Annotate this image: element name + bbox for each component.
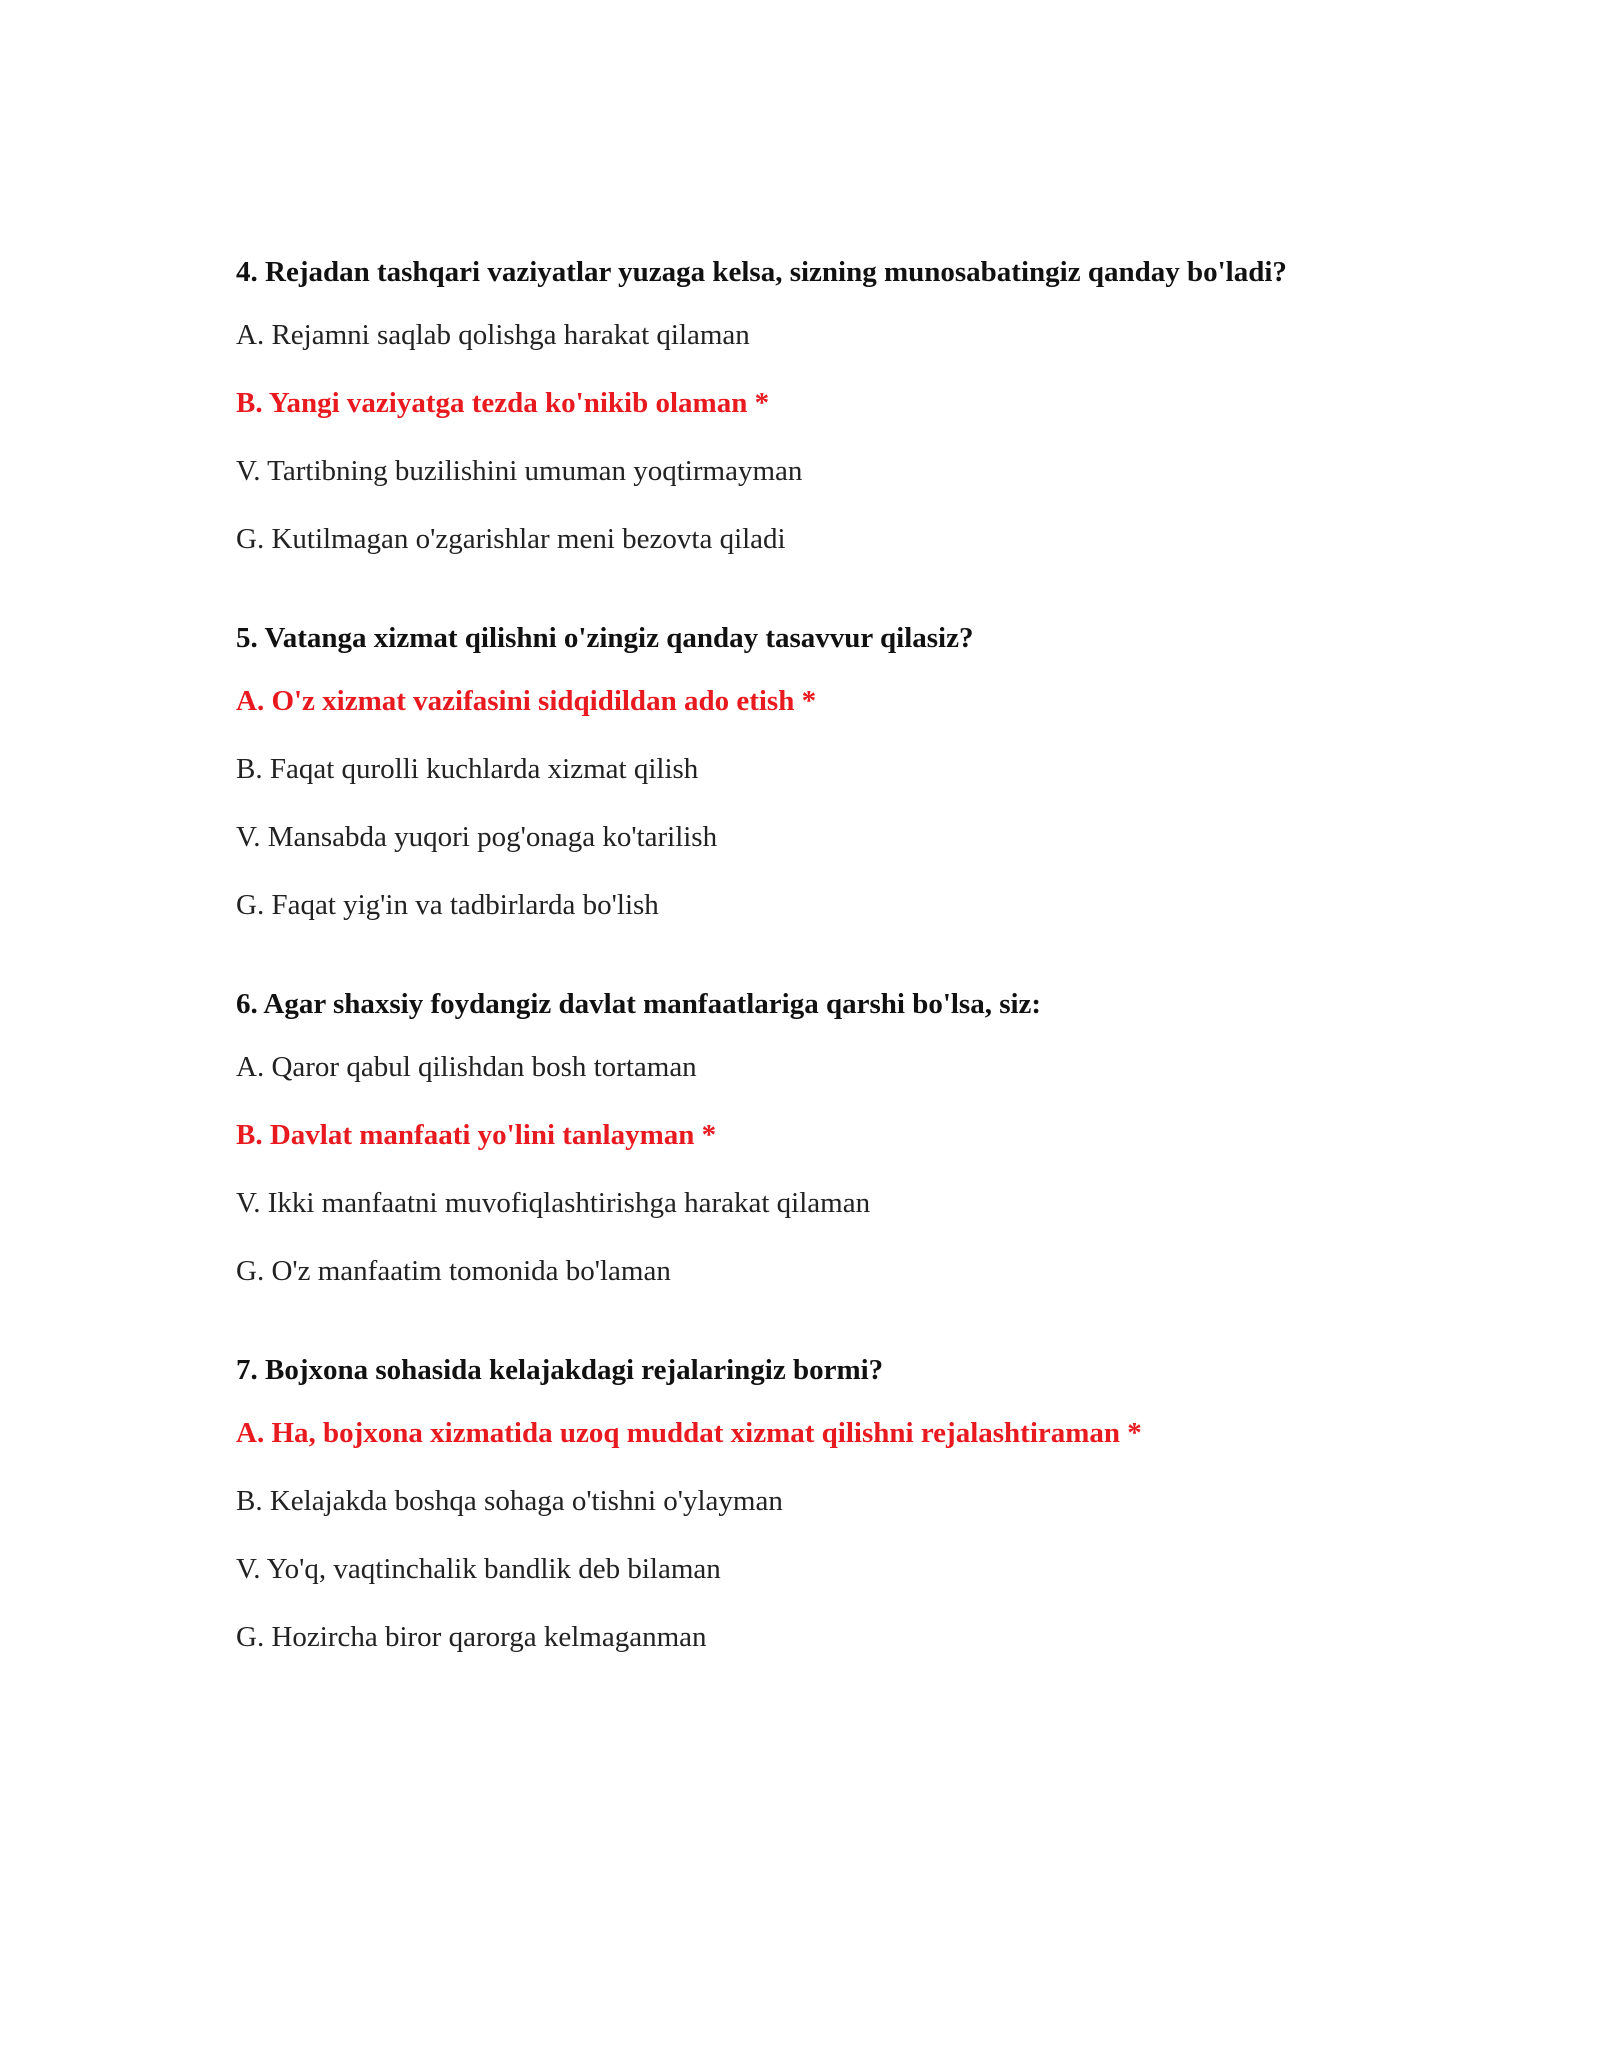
question-block-4 — [236, 252, 1366, 560]
option-v: V. Ikki manfaatni muvofiqlashtirishga harakat qilaman — [236, 1187, 871, 1219]
option-a-correct: A. Ha, bojxona xizmatida uzoq muddat xizmat qilishni rejalashtiraman * — [236, 1417, 1142, 1449]
question-block-7 — [236, 1350, 1366, 1658]
option-g: G. Kutilmagan o'zgarishlar meni bezovta qiladi — [236, 523, 786, 555]
option-a: A. Qaror qabul qilishdan bosh tortaman — [236, 1051, 697, 1083]
option-g: G. O'z manfaatim tomonida bo'laman — [236, 1255, 671, 1287]
option-g: G. Hozircha biror qarorga kelmaganman — [236, 1621, 707, 1653]
option-g: G. Faqat yig'in va tadbirlarda bo'lish — [236, 889, 659, 921]
question-block-5 — [236, 618, 1366, 926]
option-v: V. Mansabda yuqori pog'onaga ko'tarilish — [236, 821, 718, 853]
question-text: 7. Bojxona sohasida kelajakdagi rejalaringiz bormi? — [236, 1354, 884, 1386]
question-block-6 — [236, 984, 1366, 1292]
option-a: A. Rejamni saqlab qolishga harakat qilaman — [236, 319, 750, 351]
question-text: 6. Agar shaxsiy foydangiz davlat manfaatlariga qarshi bo'lsa, siz: — [236, 988, 1042, 1020]
question-text: 4. Rejadan tashqari vaziyatlar yuzaga kelsa, sizning munosabatingiz qanday bo'ladi? — [236, 256, 1287, 288]
option-v: V. Tartibning buzilishini umuman yoqtirmayman — [236, 455, 803, 487]
option-v: V. Yo'q, vaqtinchalik bandlik deb bilaman — [236, 1553, 721, 1585]
document-page — [236, 252, 1366, 1716]
question-text: 5. Vatanga xizmat qilishni o'zingiz qanday tasavvur qilasiz? — [236, 622, 974, 654]
option-a-correct: A. O'z xizmat vazifasini sidqidildan ado etish * — [236, 685, 817, 717]
option-b-correct: B. Davlat manfaati yo'lini tanlayman * — [236, 1119, 717, 1151]
option-b: B. Faqat qurolli kuchlarda xizmat qilish — [236, 753, 699, 785]
option-b-correct: B. Yangi vaziyatga tezda ko'nikib olaman * — [236, 387, 770, 419]
option-b: B. Kelajakda boshqa sohaga o'tishni o'ylayman — [236, 1485, 783, 1517]
